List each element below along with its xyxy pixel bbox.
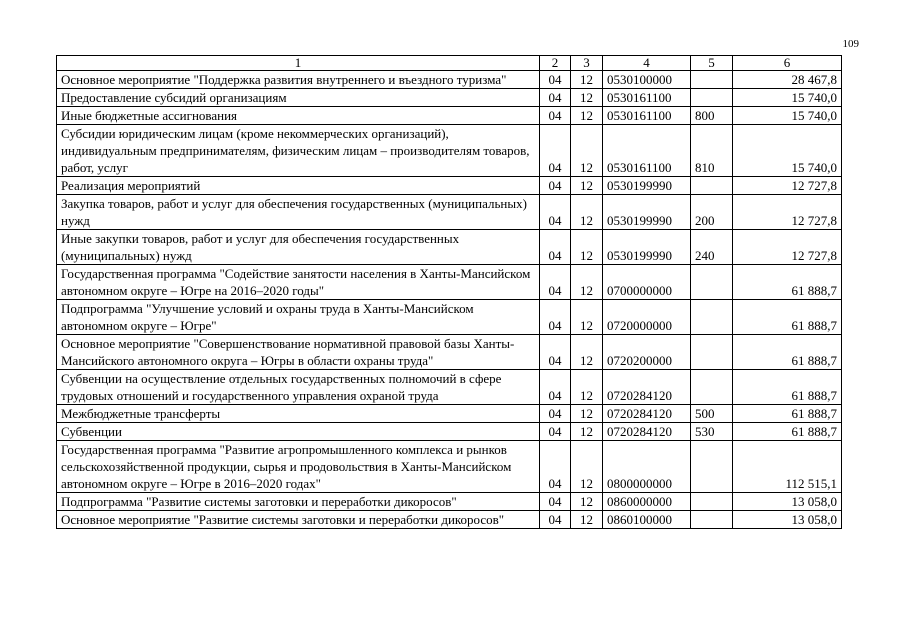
expense-type-cell <box>691 511 733 529</box>
section-cell: 04 <box>540 405 571 423</box>
subsection-cell: 12 <box>571 265 603 300</box>
item-name-cell: Реализация мероприятий <box>57 177 540 195</box>
amount-cell: 28 467,8 <box>733 71 842 89</box>
table-row <box>57 370 842 405</box>
amount-cell: 61 888,7 <box>733 335 842 370</box>
section-cell: 04 <box>540 370 571 405</box>
expense-type-cell <box>691 441 733 493</box>
target-code-cell: 0860100000 <box>603 511 691 529</box>
expense-type-cell: 200 <box>691 195 733 230</box>
table-row <box>57 405 842 423</box>
amount-cell: 15 740,0 <box>733 125 842 177</box>
target-code-cell: 0530161100 <box>603 107 691 125</box>
item-name-cell: Субвенции <box>57 423 540 441</box>
amount-cell: 15 740,0 <box>733 107 842 125</box>
item-name-cell: Субвенции на осуществление отдельных государственных полномочий в сфере трудовых отношений и государственного управления охраной труда <box>57 370 540 405</box>
target-code-cell: 0700000000 <box>603 265 691 300</box>
page-number: 109 <box>842 38 859 50</box>
item-name-cell: Основное мероприятие "Поддержка развития внутреннего и въездного туризма" <box>57 71 540 89</box>
subsection-cell: 12 <box>571 405 603 423</box>
target-code-cell: 0720200000 <box>603 335 691 370</box>
section-cell: 04 <box>540 230 571 265</box>
expense-type-cell <box>691 370 733 405</box>
table-row <box>57 335 842 370</box>
amount-cell: 12 727,8 <box>733 177 842 195</box>
expense-type-cell <box>691 493 733 511</box>
expense-type-cell: 240 <box>691 230 733 265</box>
table-row <box>57 195 842 230</box>
target-code-cell: 0530161100 <box>603 125 691 177</box>
item-name-cell: Государственная программа "Развитие агропромышленного комплекса и рынков сельскохозяйственной продукции, сырья и продовольствия в Ханты-Мансийском автономном округе – Югре в 2016–2020 годах" <box>57 441 540 493</box>
section-cell: 04 <box>540 177 571 195</box>
budget-table <box>56 55 842 529</box>
subsection-cell: 12 <box>571 335 603 370</box>
amount-cell: 13 058,0 <box>733 493 842 511</box>
table-row <box>57 423 842 441</box>
expense-type-cell: 500 <box>691 405 733 423</box>
table-row <box>57 177 842 195</box>
expense-type-cell <box>691 300 733 335</box>
amount-cell: 61 888,7 <box>733 300 842 335</box>
section-cell: 04 <box>540 300 571 335</box>
table-row <box>57 265 842 300</box>
target-code-cell: 0720284120 <box>603 423 691 441</box>
section-cell: 04 <box>540 107 571 125</box>
table-row <box>57 230 842 265</box>
target-code-cell: 0860000000 <box>603 493 691 511</box>
section-cell: 04 <box>540 493 571 511</box>
amount-cell: 12 727,8 <box>733 195 842 230</box>
subsection-cell: 12 <box>571 89 603 107</box>
section-cell: 04 <box>540 423 571 441</box>
section-cell: 04 <box>540 265 571 300</box>
table-header-row <box>57 56 842 71</box>
target-code-cell: 0800000000 <box>603 441 691 493</box>
table-row <box>57 300 842 335</box>
subsection-cell: 12 <box>571 71 603 89</box>
subsection-cell: 12 <box>571 511 603 529</box>
subsection-cell: 12 <box>571 493 603 511</box>
target-code-cell: 0720284120 <box>603 370 691 405</box>
table-row <box>57 493 842 511</box>
amount-cell: 112 515,1 <box>733 441 842 493</box>
expense-type-cell <box>691 177 733 195</box>
section-cell: 04 <box>540 125 571 177</box>
table-row <box>57 107 842 125</box>
section-cell: 04 <box>540 89 571 107</box>
column-header: 2 <box>540 56 571 71</box>
expense-type-cell <box>691 335 733 370</box>
section-cell: 04 <box>540 511 571 529</box>
subsection-cell: 12 <box>571 195 603 230</box>
column-header: 3 <box>571 56 603 71</box>
table-row <box>57 441 842 493</box>
section-cell: 04 <box>540 335 571 370</box>
column-header: 5 <box>691 56 733 71</box>
amount-cell: 61 888,7 <box>733 265 842 300</box>
table-row <box>57 511 842 529</box>
subsection-cell: 12 <box>571 107 603 125</box>
expense-type-cell <box>691 89 733 107</box>
column-header: 6 <box>733 56 842 71</box>
amount-cell: 15 740,0 <box>733 89 842 107</box>
target-code-cell: 0530100000 <box>603 71 691 89</box>
table-row <box>57 89 842 107</box>
item-name-cell: Предоставление субсидий организациям <box>57 89 540 107</box>
target-code-cell: 0720284120 <box>603 405 691 423</box>
target-code-cell: 0530161100 <box>603 89 691 107</box>
section-cell: 04 <box>540 195 571 230</box>
expense-type-cell: 800 <box>691 107 733 125</box>
section-cell: 04 <box>540 71 571 89</box>
item-name-cell: Субсидии юридическим лицам (кроме некоммерческих организаций), индивидуальным предпринимателям, физическим лицам – производителям товаров, работ, услуг <box>57 125 540 177</box>
subsection-cell: 12 <box>571 300 603 335</box>
amount-cell: 13 058,0 <box>733 511 842 529</box>
table-row <box>57 71 842 89</box>
amount-cell: 61 888,7 <box>733 405 842 423</box>
subsection-cell: 12 <box>571 125 603 177</box>
amount-cell: 61 888,7 <box>733 423 842 441</box>
item-name-cell: Закупка товаров, работ и услуг для обеспечения государственных (муниципальных) нужд <box>57 195 540 230</box>
expense-type-cell <box>691 71 733 89</box>
amount-cell: 12 727,8 <box>733 230 842 265</box>
expense-type-cell: 810 <box>691 125 733 177</box>
section-cell: 04 <box>540 441 571 493</box>
target-code-cell: 0530199990 <box>603 177 691 195</box>
amount-cell: 61 888,7 <box>733 370 842 405</box>
item-name-cell: Межбюджетные трансферты <box>57 405 540 423</box>
target-code-cell: 0530199990 <box>603 230 691 265</box>
table-row <box>57 125 842 177</box>
subsection-cell: 12 <box>571 441 603 493</box>
item-name-cell: Основное мероприятие "Совершенствование нормативной правовой базы Ханты-Мансийского автономного округа – Югры в области охраны труда" <box>57 335 540 370</box>
column-header: 4 <box>603 56 691 71</box>
item-name-cell: Подпрограмма "Улучшение условий и охраны труда в Ханты-Мансийском автономном округе – Югре" <box>57 300 540 335</box>
item-name-cell: Государственная программа "Содействие занятости населения в Ханты-Мансийском автономном округе – Югре на 2016–2020 годы" <box>57 265 540 300</box>
subsection-cell: 12 <box>571 370 603 405</box>
subsection-cell: 12 <box>571 423 603 441</box>
subsection-cell: 12 <box>571 230 603 265</box>
expense-type-cell: 530 <box>691 423 733 441</box>
item-name-cell: Иные закупки товаров, работ и услуг для обеспечения государственных (муниципальных) нужд <box>57 230 540 265</box>
subsection-cell: 12 <box>571 177 603 195</box>
target-code-cell: 0720000000 <box>603 300 691 335</box>
item-name-cell: Основное мероприятие "Развитие системы заготовки и переработки дикоросов" <box>57 511 540 529</box>
target-code-cell: 0530199990 <box>603 195 691 230</box>
item-name-cell: Подпрограмма "Развитие системы заготовки и переработки дикоросов" <box>57 493 540 511</box>
expense-type-cell <box>691 265 733 300</box>
item-name-cell: Иные бюджетные ассигнования <box>57 107 540 125</box>
column-header: 1 <box>57 56 540 71</box>
